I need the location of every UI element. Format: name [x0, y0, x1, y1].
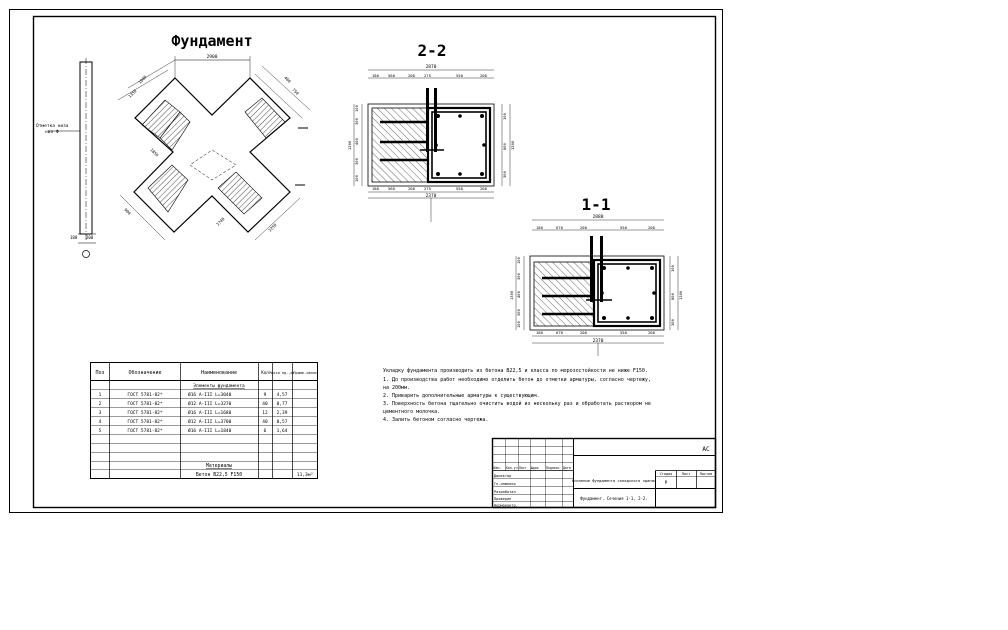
- svg-text:100: 100: [670, 265, 675, 272]
- svg-text:800: 800: [670, 293, 675, 300]
- svg-text:1350: 1350: [127, 88, 138, 99]
- svg-text:180: 180: [372, 186, 379, 191]
- svg-text:2,39: 2,39: [276, 411, 288, 416]
- svg-text:100: 100: [502, 113, 507, 120]
- svg-text:300: 300: [502, 171, 507, 178]
- spec-table: [91, 363, 318, 479]
- svg-text:Листов: Листов: [699, 472, 713, 476]
- svg-text:2: 2: [98, 402, 102, 407]
- svg-text:460: 460: [283, 75, 292, 84]
- svg-text:Бетон В22,5 F150: Бетон В22,5 F150: [195, 473, 243, 478]
- section-2-title: 2-2: [417, 41, 447, 60]
- svg-text:560: 560: [388, 186, 395, 191]
- svg-text:2370: 2370: [592, 339, 604, 344]
- svg-text:180: 180: [536, 225, 543, 230]
- svg-text:ГОСТ 5781-82*: ГОСТ 5781-82*: [127, 393, 163, 398]
- svg-text:40: 40: [262, 420, 268, 425]
- svg-text:1850: 1850: [149, 147, 160, 158]
- svg-text:3: 3: [98, 411, 102, 416]
- svg-text:1200: 1200: [347, 140, 352, 150]
- svg-text:550: 550: [620, 225, 627, 230]
- svg-text:Проверил: Проверил: [494, 497, 512, 501]
- svg-text:300: 300: [516, 309, 521, 316]
- svg-text:Дата: Дата: [563, 466, 571, 470]
- svg-text:670: 670: [556, 225, 563, 230]
- svg-text:на 200мм.: на 200мм.: [383, 385, 411, 391]
- section-1-title: 1-1: [581, 195, 611, 214]
- svg-text:0,57: 0,57: [276, 420, 288, 425]
- svg-text:300: 300: [516, 273, 521, 280]
- pile-elevation: [36, 58, 96, 258]
- svg-text:2900: 2900: [206, 55, 218, 60]
- svg-text:Отметка низа: Отметка низа: [36, 124, 69, 129]
- svg-text:2. Приварить дополнительные ар: 2. Приварить дополнительные арматуры к существующим.: [383, 393, 540, 399]
- svg-text:200: 200: [86, 235, 94, 240]
- svg-text:Материалы: Материалы: [206, 464, 232, 469]
- svg-text:Ø16 А-III L=3040: Ø16 А-III L=3040: [188, 393, 232, 398]
- svg-text:200: 200: [648, 225, 655, 230]
- svg-text:900: 900: [123, 207, 132, 216]
- svg-text:12: 12: [262, 411, 268, 416]
- svg-text:цементного молочка.: цементного молочка.: [383, 409, 441, 415]
- svg-text:Разработал: Разработал: [494, 490, 516, 494]
- svg-text:180: 180: [70, 235, 78, 240]
- svg-text:300: 300: [670, 319, 675, 326]
- svg-text:2250: 2250: [267, 222, 278, 233]
- svg-text:200: 200: [580, 330, 587, 335]
- svg-text:300: 300: [354, 118, 359, 125]
- svg-text:275: 275: [424, 186, 431, 191]
- svg-text:Ø16 А-III L=1840: Ø16 А-III L=1840: [188, 429, 232, 434]
- svg-text:550: 550: [456, 186, 463, 191]
- svg-text:4: 4: [98, 420, 102, 425]
- svg-text:Масса ед.,кг: Масса ед.,кг: [269, 371, 295, 375]
- svg-text:100: 100: [354, 175, 359, 182]
- svg-text:ГОСТ 5781-82*: ГОСТ 5781-82*: [127, 402, 163, 407]
- svg-text:2870: 2870: [425, 65, 437, 70]
- svg-text:Ø16 А-III L=1680: Ø16 А-III L=1680: [188, 411, 232, 416]
- svg-text:Фундамент. Сечения 1-1, 2-2.: Фундамент. Сечения 1-1, 2-2.: [580, 496, 648, 501]
- svg-text:560: 560: [388, 73, 395, 78]
- svg-text:4. Залить бетоном согласно чер: 4. Залить бетоном согласно чертежа.: [383, 417, 489, 423]
- svg-text:400: 400: [516, 291, 521, 298]
- svg-text:Р: Р: [664, 481, 668, 486]
- svg-text:Ø12 А-III L=3270: Ø12 А-III L=3270: [188, 402, 232, 407]
- svg-text:Лист: Лист: [519, 466, 527, 470]
- foundation-plan: [118, 54, 310, 240]
- svg-text:200: 200: [580, 225, 587, 230]
- svg-text:400: 400: [354, 138, 359, 145]
- plan-title: Фундамент: [171, 32, 253, 50]
- svg-text:9: 9: [263, 393, 267, 398]
- title-block: [493, 439, 716, 508]
- svg-text:ГОСТ 5781-82*: ГОСТ 5781-82*: [127, 411, 163, 416]
- svg-text:низ Ф: низ Ф: [45, 130, 59, 135]
- svg-text:Директор: Директор: [494, 474, 512, 478]
- svg-text:№док: №док: [531, 466, 539, 470]
- svg-text:Лист: Лист: [681, 472, 691, 476]
- svg-text:4,57: 4,57: [276, 393, 288, 398]
- svg-text:2880: 2880: [592, 215, 604, 220]
- svg-text:1: 1: [98, 393, 102, 398]
- svg-text:АС: АС: [702, 446, 710, 453]
- svg-text:1200: 1200: [510, 140, 515, 150]
- svg-text:11,3м³: 11,3м³: [296, 473, 314, 478]
- svg-text:Кол: Кол: [261, 370, 269, 375]
- svg-text:300: 300: [354, 158, 359, 165]
- svg-text:Нормоконтр.: Нормоконтр.: [494, 503, 518, 508]
- svg-text:2740: 2740: [215, 216, 226, 227]
- svg-text:550: 550: [456, 73, 463, 78]
- svg-text:1300: 1300: [509, 290, 514, 300]
- svg-text:550: 550: [620, 330, 627, 335]
- svg-text:5: 5: [98, 429, 102, 434]
- svg-text:100: 100: [516, 257, 521, 264]
- svg-text:100: 100: [516, 321, 521, 328]
- svg-text:Стадия: Стадия: [659, 472, 673, 476]
- svg-text:0,77: 0,77: [276, 402, 288, 407]
- svg-text:Усиление фундамента складского: Усиление фундамента складского здания: [571, 478, 657, 483]
- svg-text:1300: 1300: [678, 290, 683, 300]
- svg-text:1,64: 1,64: [276, 429, 288, 434]
- svg-text:Изм.: Изм.: [493, 466, 502, 470]
- svg-text:Гл.инженер: Гл.инженер: [494, 482, 516, 486]
- svg-text:Ø12 А-III L=3700: Ø12 А-III L=3700: [188, 420, 232, 425]
- svg-text:180: 180: [536, 330, 543, 335]
- svg-text:Кол.уч: Кол.уч: [506, 466, 518, 470]
- svg-text:Элементы фундамента: Элементы фундамента: [193, 384, 245, 389]
- svg-text:180: 180: [372, 73, 379, 78]
- section-1-1: [509, 214, 683, 356]
- svg-text:200: 200: [408, 73, 415, 78]
- svg-text:3. Поверхность бетона тщательн: 3. Поверхность бетона тщательно очистить водой из нескольку раз и обработать раствором не: [383, 401, 651, 407]
- svg-text:ГОСТ 5781-82*: ГОСТ 5781-82*: [127, 420, 163, 425]
- svg-text:275: 275: [424, 73, 431, 78]
- svg-text:200: 200: [480, 73, 487, 78]
- svg-text:40: 40: [262, 402, 268, 407]
- notes-block: [383, 367, 651, 423]
- svg-text:Подпись: Подпись: [546, 466, 560, 470]
- section-2-2: [347, 64, 515, 222]
- svg-text:ГОСТ 5781-82*: ГОСТ 5781-82*: [127, 429, 163, 434]
- svg-text:200: 200: [648, 330, 655, 335]
- svg-text:1000: 1000: [137, 74, 148, 85]
- svg-text:Обозначение: Обозначение: [128, 370, 162, 376]
- svg-text:Приме-чание: Приме-чание: [293, 371, 317, 375]
- svg-text:1. До производства работ необх: 1. До производства работ необходимо отделить бетон до отметки арматуры, согласно чертежу,: [383, 377, 651, 383]
- svg-text:2370: 2370: [425, 194, 437, 199]
- svg-text:200: 200: [408, 186, 415, 191]
- svg-text:Наименование: Наименование: [200, 370, 238, 376]
- svg-text:200: 200: [480, 186, 487, 191]
- svg-text:800: 800: [502, 143, 507, 150]
- svg-text:Поз: Поз: [95, 370, 105, 376]
- svg-text:670: 670: [556, 330, 563, 335]
- svg-text:6: 6: [263, 429, 267, 434]
- svg-text:750: 750: [291, 87, 300, 96]
- svg-text:100: 100: [354, 105, 359, 112]
- svg-text:Укладку фундамента производить: Укладку фундамента производить из бетона В22,5 и класса по морозостойкости не ниже F150.: [383, 368, 648, 374]
